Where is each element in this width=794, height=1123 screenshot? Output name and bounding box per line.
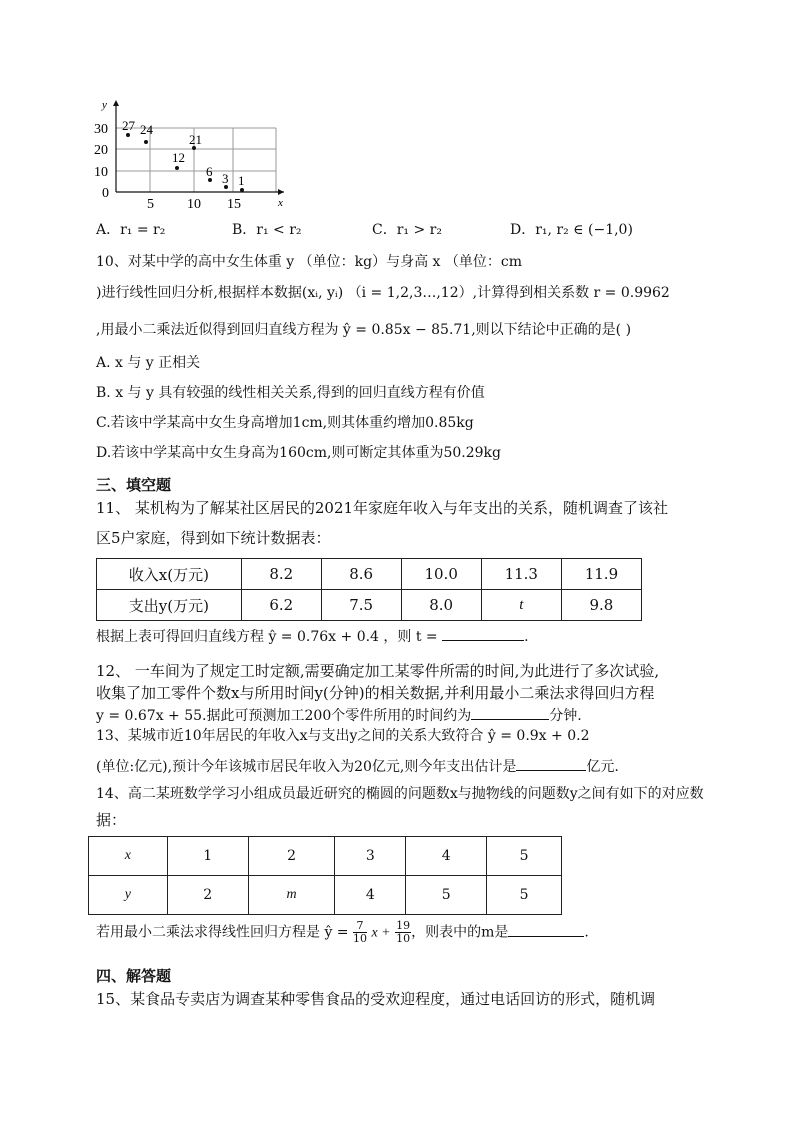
q13-line-2 — [96, 756, 619, 777]
table-cell: t — [481, 590, 561, 621]
data-point — [144, 140, 148, 144]
q12-line-1: 12、 一车间为了规定工时定额,需要确定加工某零件所需的时间,为此进行了多次试验, — [96, 662, 660, 680]
fraction-denominator: 10 — [396, 932, 411, 945]
table-cell: 1 — [167, 837, 248, 876]
scatter-plot — [88, 96, 288, 212]
q12-line-3-text: y = 0.67x + 55.据此可预测加工200个零件所用的时间约为 — [96, 708, 472, 724]
q11-table — [96, 558, 642, 621]
answer-blank[interactable] — [508, 922, 584, 937]
q13-line-2-text: (单位:亿元),预计今年该城市居民年收入为20亿元,则今年支出估计是 — [96, 759, 517, 775]
y-tick-label: 10 — [94, 165, 108, 180]
q9-option-a: A．r₁ = r₂ — [96, 222, 166, 238]
q14-line-2: 据： — [96, 811, 127, 829]
q11-line-1: 11、 某机构为了解某社区居民的2021年家庭年收入与年支出的关系，随机调查了该社 — [96, 499, 669, 517]
point-label: 24 — [140, 122, 153, 137]
y-tick-label: 30 — [94, 122, 108, 137]
table-cell: 支出y(万元) — [97, 590, 242, 621]
data-point — [240, 188, 244, 192]
table-row — [97, 559, 642, 590]
q9-option-c: C．r₁ > r₂ — [372, 222, 442, 238]
fraction — [353, 920, 367, 945]
fraction-denominator: 10 — [353, 932, 367, 945]
q15-line-1: 15、某食品专卖店为调查某种零售食品的受欢迎程度，通过电话回访的形式，随机调 — [96, 990, 656, 1008]
data-point — [126, 133, 130, 137]
q13-line-1: 13、某城市近10年居民的年收入x与支出y之间的关系大致符合 ŷ = 0.9x + 0.2 — [96, 728, 590, 744]
q10-line-3: ,用最小二乘法近似得到回归直线方程为 ŷ = 0.85x − 85.71,则以下结论中正确的是( ) — [96, 322, 632, 338]
point-label: 6 — [206, 164, 213, 179]
table-cell: 11.3 — [481, 559, 561, 590]
table-cell: 10.0 — [401, 559, 481, 590]
q11-answer-text: 根据上表可得回归直线方程 ŷ = 0.76x + 0.4 ，则 t = — [96, 629, 443, 645]
data-point — [175, 166, 179, 170]
q12-line-3 — [96, 705, 582, 726]
q9-option-d: D．r₁, r₂ ∈ (−1,0) — [510, 222, 633, 238]
y-axis-label: y — [102, 99, 107, 111]
q11-answer-end: . — [524, 629, 529, 645]
table-cell: y — [89, 876, 168, 915]
table-cell: 2 — [248, 837, 335, 876]
q12-line-3-end: 分钟. — [549, 708, 582, 724]
q10-option-a: A. x 与 y 正相关 — [96, 355, 201, 371]
table-cell: 6.2 — [241, 590, 321, 621]
table-cell: x — [89, 837, 168, 876]
table-row — [97, 590, 642, 621]
table-cell: 4 — [335, 876, 406, 915]
q13-line-2-end: 亿元. — [586, 759, 619, 775]
table-cell: 4 — [406, 837, 487, 876]
q9-option-b: B．r₁ < r₂ — [232, 222, 302, 238]
table-row — [89, 876, 562, 915]
y-tick-label: 20 — [94, 143, 108, 158]
q14-table — [88, 836, 562, 915]
q10-line-1: 10、对某中学的高中女生体重 y （单位：kg）与身高 x （单位：cm — [96, 254, 522, 270]
y-tick-label: 0 — [102, 186, 109, 201]
q14-answer-line: 若用最小二乘法求得线性回归方程是 ŷ = $\frac{7}{10}$ x + $\frac{19}{10}$ ，则表中的m是 . — [96, 919, 589, 945]
answer-blank[interactable] — [442, 626, 524, 641]
table-cell: 5 — [487, 837, 562, 876]
table-cell: 2 — [167, 876, 248, 915]
table-cell: 7.5 — [321, 590, 401, 621]
answer-blank[interactable] — [471, 705, 549, 720]
table-cell: 8.6 — [321, 559, 401, 590]
q11-answer-line — [96, 626, 529, 647]
q14-line-1: 14、高二某班数学学习小组成员最近研究的椭圆的问题数x与抛物线的问题数y之间有如下的对应数 — [96, 786, 704, 802]
q12-line-2: 收集了加工零件个数x与所用时间y(分钟)的相关数据,并利用最小二乘法求得回归方程 — [96, 684, 655, 702]
point-label: 27 — [122, 118, 135, 133]
x-tick-label: 10 — [187, 197, 201, 212]
q10-option-c: C.若该中学某高中女生身高增加1cm,则其体重约增加0.85kg — [96, 415, 474, 431]
table-cell: 5 — [406, 876, 487, 915]
section-title-fill-blank: 三、填空题 — [96, 476, 172, 494]
point-label: 1 — [238, 173, 245, 188]
table-cell: m — [248, 876, 335, 915]
x-tick-label: 15 — [227, 197, 241, 212]
x-axis-arrow — [278, 189, 284, 195]
table-cell: 11.9 — [561, 559, 641, 590]
table-cell: 9.8 — [561, 590, 641, 621]
fraction-numerator: 19 — [396, 919, 411, 932]
section-title-solve: 四、解答题 — [96, 967, 172, 985]
q14-answer-end: ，则表中的m是 — [411, 924, 509, 941]
x-tick-label: 5 — [147, 197, 154, 212]
fraction — [395, 920, 411, 945]
answer-blank[interactable] — [516, 756, 586, 771]
point-label: 21 — [189, 132, 202, 147]
table-cell: 收入x(万元) — [97, 559, 242, 590]
table-cell: 3 — [335, 837, 406, 876]
table-cell: 5 — [487, 876, 562, 915]
q14-answer-text: 若用最小二乘法求得线性回归方程是 ŷ = — [96, 924, 349, 941]
table-cell: 8.2 — [241, 559, 321, 590]
point-label: 3 — [222, 171, 229, 186]
table-row — [89, 837, 562, 876]
point-label: 12 — [172, 150, 185, 165]
fraction-numerator: 7 — [353, 920, 367, 933]
q14-answer-mid: x + — [371, 925, 391, 941]
q10-option-b: B. x 与 y 具有较强的线性相关关系,得到的回归直线方程有价值 — [96, 385, 485, 401]
x-axis-label: x — [278, 197, 283, 209]
q10-option-d: D.若该中学某高中女生身高为160cm,则可断定其体重为50.29kg — [96, 445, 501, 461]
q10-line-2: )进行线性回归分析,根据样本数据(xᵢ, yᵢ) （i = 1,2,3…,12）,计算得到相关系数 r = 0.9962 — [96, 285, 670, 301]
table-cell: 8.0 — [401, 590, 481, 621]
q11-line-2: 区5户家庭，得到如下统计数据表： — [96, 529, 331, 547]
y-axis-arrow — [113, 100, 119, 106]
